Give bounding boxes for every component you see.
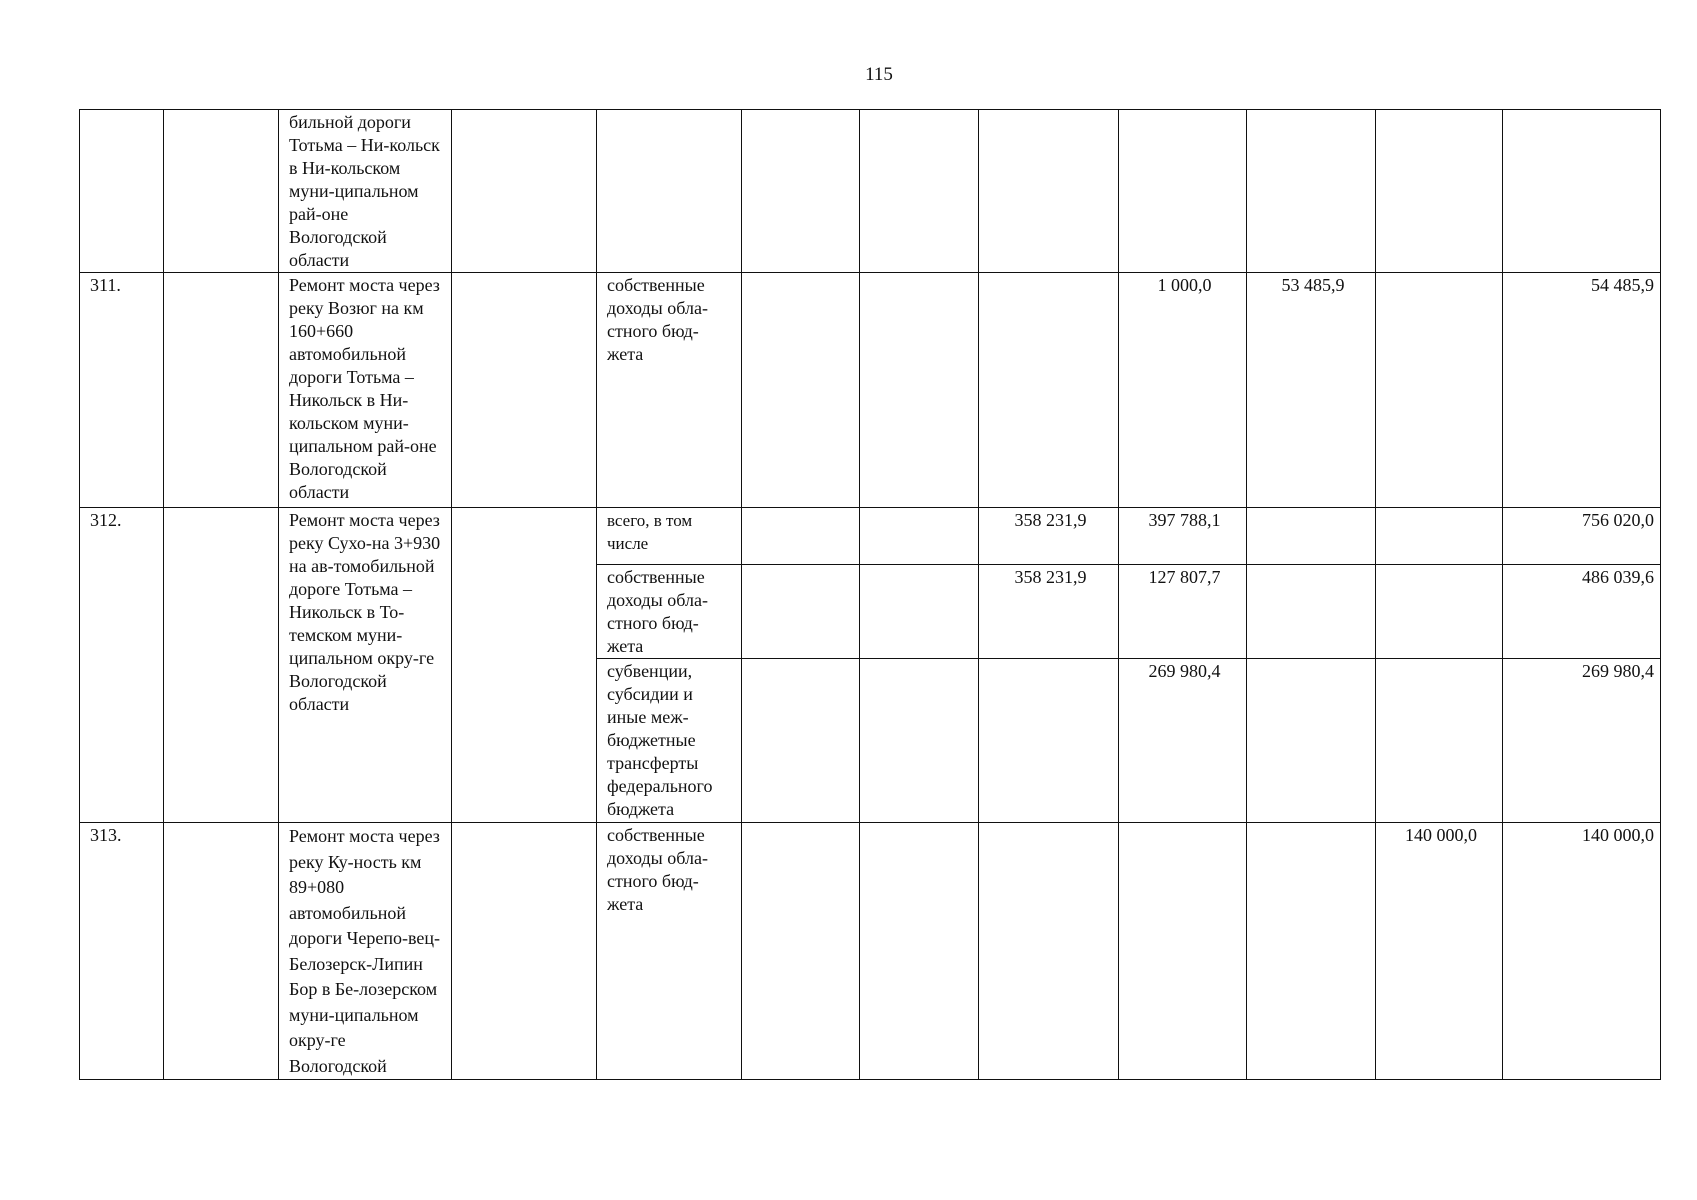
object-description: Ремонт моста через реку Ку-ность км 89+080 автомобильной дороги Черепо-вец-Белозерск-Липин Бор в Бе-лозерском муни-ципальном окру-ге Вологодской (279, 823, 452, 1080)
value-total: 756 020,0 (1503, 508, 1661, 565)
funding-source: собственные доходы обла-стного бюд-жета (597, 823, 742, 1080)
budget-table (79, 109, 1661, 1080)
value-year2: 1 000,0 (1119, 273, 1247, 508)
table-row (80, 823, 1661, 1080)
row-number: 313. (80, 823, 164, 1080)
row-number: 311. (80, 273, 164, 508)
table-row (80, 110, 1661, 273)
object-description: Ремонт моста через реку Возюг на км 160+660 автомобильной дороги Тотьма – Никольск в Ни-кольском муни-ципальном рай-оне Вологодской области (279, 273, 452, 508)
value-year1: 358 231,9 (979, 565, 1119, 659)
cell-code (164, 110, 279, 273)
value-total: 269 980,4 (1503, 659, 1661, 823)
value-total: 54 485,9 (1503, 273, 1661, 508)
value-year3: 53 485,9 (1247, 273, 1376, 508)
funding-source: субвенции, субсидии и иные меж-бюджетные трансферты федерального бюджета (597, 659, 742, 823)
object-description: Ремонт моста через реку Сухо-на 3+930 на ав-томобильной дороге Тотьма – Никольск в То-темском муни-ципальном окру-ге Вологодской области (279, 508, 452, 823)
value-year2: 127 807,7 (1119, 565, 1247, 659)
value-year2: 397 788,1 (1119, 508, 1247, 565)
value-total: 486 039,6 (1503, 565, 1661, 659)
table-row (80, 273, 1661, 508)
object-description: бильной дороги Тотьма – Ни-кольск в Ни-кольском муни-ципальном рай-оне Вологодской области (279, 110, 452, 273)
funding-source: собственные доходы обла-стного бюд-жета (597, 565, 742, 659)
row-number: 312. (80, 508, 164, 823)
funding-source: собственные доходы обла-стного бюд-жета (597, 273, 742, 508)
value-year1: 358 231,9 (979, 508, 1119, 565)
table-row (80, 508, 1661, 565)
funding-source: всего, в том числе (597, 508, 742, 565)
cell-num (80, 110, 164, 273)
value-year4: 140 000,0 (1376, 823, 1503, 1080)
value-year2: 269 980,4 (1119, 659, 1247, 823)
value-total: 140 000,0 (1503, 823, 1661, 1080)
page-number: 115 (865, 64, 893, 85)
